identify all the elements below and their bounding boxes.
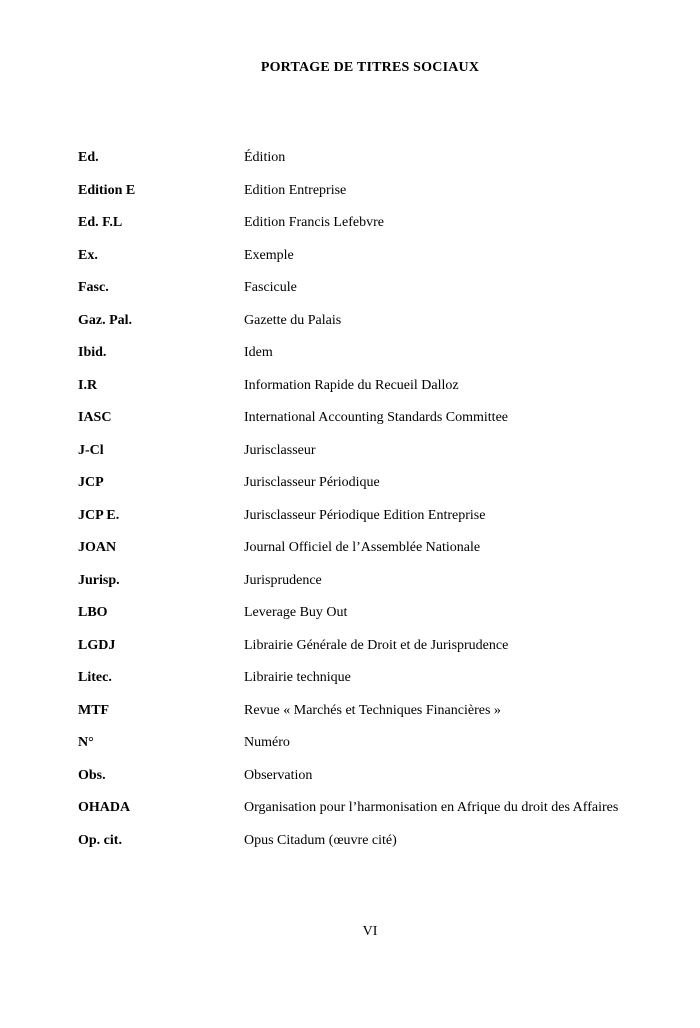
abbreviation-row [78, 410, 678, 443]
abbreviation-definition: Jurisclasseur Périodique Edition Entreprise [244, 507, 486, 523]
abbreviation-term: Edition E [78, 182, 136, 198]
abbreviation-row [78, 475, 678, 508]
abbreviation-definition: Organisation pour l’harmonisation en Afrique du droit des Affaires [244, 800, 619, 815]
abbreviation-definition: Librairie Générale de Droit et de Jurisprudence [244, 637, 509, 653]
abbreviation-term: Ed. [78, 150, 99, 165]
abbreviation-row [78, 540, 678, 573]
abbreviation-definition: Journal Officiel de l’Assemblée Nationale [244, 540, 481, 555]
abbreviation-row [78, 183, 678, 216]
abbreviation-term: I.R [78, 377, 98, 393]
abbreviation-definition: Jurisprudence [244, 572, 322, 588]
abbreviation-row [78, 800, 678, 833]
abbreviation-definition: Opus Citadum (œuvre cité) [244, 832, 397, 848]
abbreviation-list [78, 150, 678, 865]
abbreviation-term: Obs. [78, 767, 106, 783]
abbreviation-row [78, 605, 678, 638]
abbreviation-row [78, 280, 678, 313]
abbreviation-term: Gaz. Pal. [78, 312, 133, 328]
abbreviation-definition: Jurisclasseur [244, 442, 316, 458]
abbreviation-row [78, 378, 678, 411]
abbreviation-row [78, 215, 678, 248]
abbreviation-definition: International Accounting Standards Committee [244, 410, 508, 425]
abbreviation-term: J-Cl [78, 442, 104, 458]
page-title: PORTAGE DE TITRES SOCIAUX [260, 60, 480, 75]
abbreviation-definition: Numéro [244, 735, 290, 750]
abbreviation-row [78, 703, 678, 736]
abbreviation-row [78, 443, 678, 476]
abbreviation-term: Litec. [78, 670, 112, 685]
abbreviation-term: MTF [78, 702, 110, 718]
abbreviation-term: JCP E. [78, 507, 120, 523]
abbreviation-definition: Leverage Buy Out [244, 605, 348, 620]
abbreviation-row [78, 150, 678, 183]
abbreviation-term: LBO [78, 605, 108, 620]
abbreviation-row [78, 670, 678, 703]
abbreviation-definition: Gazette du Palais [244, 312, 342, 328]
abbreviation-term: N° [78, 735, 94, 750]
abbreviation-definition: Jurisclasseur Périodique [244, 475, 380, 490]
abbreviation-definition: Idem [244, 345, 273, 360]
abbreviation-term: OHADA [78, 800, 131, 815]
page-number: VI [362, 924, 378, 939]
abbreviation-term: LGDJ [78, 637, 116, 653]
abbreviation-term: JOAN [78, 540, 117, 555]
abbreviation-definition: Librairie technique [244, 670, 351, 685]
abbreviation-term: Op. cit. [78, 832, 122, 848]
abbreviation-definition: Édition [244, 150, 286, 165]
abbreviation-definition: Observation [244, 767, 313, 783]
abbreviation-row [78, 735, 678, 768]
abbreviation-definition: Fascicule [244, 280, 297, 295]
abbreviation-row [78, 768, 678, 801]
abbreviation-row [78, 508, 678, 541]
abbreviation-definition: Edition Francis Lefebvre [244, 215, 384, 230]
abbreviation-term: Ex. [78, 247, 98, 263]
abbreviation-row [78, 345, 678, 378]
abbreviation-row [78, 313, 678, 346]
abbreviation-term: Fasc. [78, 280, 109, 295]
abbreviation-term: Jurisp. [78, 572, 120, 588]
abbreviation-row [78, 638, 678, 671]
abbreviation-term: Ed. F.L [78, 215, 123, 230]
abbreviation-row [78, 833, 678, 866]
abbreviation-definition: Revue « Marchés et Techniques Financières » [244, 702, 501, 718]
abbreviation-row [78, 248, 678, 281]
abbreviation-definition: Edition Entreprise [244, 182, 347, 198]
abbreviation-term: JCP [78, 475, 104, 490]
abbreviation-definition: Exemple [244, 247, 294, 263]
abbreviation-term: IASC [78, 410, 112, 425]
abbreviation-definition: Information Rapide du Recueil Dalloz [244, 377, 459, 393]
abbreviation-term: Ibid. [78, 345, 107, 360]
abbreviation-row [78, 573, 678, 606]
